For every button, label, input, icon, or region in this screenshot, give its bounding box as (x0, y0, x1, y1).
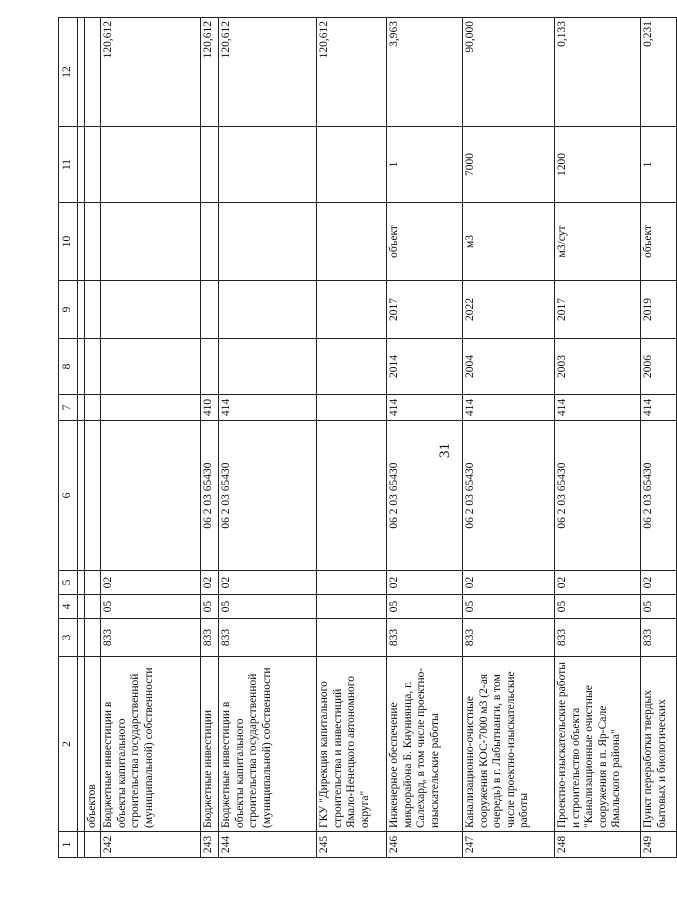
col-12-amount: 3,963 (387, 18, 463, 127)
table-row (641, 18, 677, 858)
col-4-code (317, 595, 387, 619)
col-3-code: 833 (555, 619, 641, 657)
table-row (387, 18, 463, 858)
description: Инженерное обеспечение микрорайона Б. Кнуниянца, г. Салехард, в том числе проектно-изыскательские работы (387, 657, 463, 832)
description: ГКУ "Дирекция капитального строительства и инвестиций Ямало-Ненецкого автономного округа" (317, 657, 387, 832)
row-number: 249 (641, 832, 677, 858)
col-9-year: 2017 (555, 281, 641, 339)
row-number: 244 (219, 832, 317, 858)
header-cell: 3 (59, 619, 78, 657)
col-5-code (317, 571, 387, 595)
header-cell: 12 (59, 18, 78, 127)
description: Бюджетные инвестиции в объекты капитального строительства государственной (муниципальной) собственности (101, 657, 201, 832)
col-4-code: 05 (641, 595, 677, 619)
budget-table (58, 17, 677, 858)
col-8-year: 2004 (463, 339, 555, 395)
row-number: 243 (201, 832, 219, 858)
col-10-unit: объект (641, 203, 677, 281)
description: Пункт переработки твердых бытовых и биологических (641, 657, 677, 832)
col-5-code: 02 (101, 571, 201, 595)
col-10-unit: м3 (463, 203, 555, 281)
col-5-code: 02 (219, 571, 317, 595)
col-11-capacity: 1 (387, 127, 463, 203)
col-12-amount: 120,612 (201, 18, 219, 127)
col-11-capacity (101, 127, 201, 203)
col-11-capacity (317, 127, 387, 203)
col-10-unit (219, 203, 317, 281)
col-3-code: 833 (201, 619, 219, 657)
col-6-code: 06 2 03 65430 (641, 421, 677, 571)
col-9-year (201, 281, 219, 339)
header-cell: 6 (59, 421, 78, 571)
col-8-year (317, 339, 387, 395)
col-8-year (219, 339, 317, 395)
table-row (555, 18, 641, 858)
table-row (219, 18, 317, 858)
col-9-year: 2019 (641, 281, 677, 339)
col-6-code: 06 2 03 65430 (219, 421, 317, 571)
col-10-unit (317, 203, 387, 281)
col-7-code (317, 395, 387, 421)
col-6-code: 06 2 03 65430 (387, 421, 463, 571)
header-cell: 11 (59, 127, 78, 203)
row-number: 245 (317, 832, 387, 858)
col-6-code: 06 2 03 65430 (463, 421, 555, 571)
description: Бюджетные инвестиции (201, 657, 219, 832)
col-7-code: 414 (641, 395, 677, 421)
col-12-amount: 120,612 (101, 18, 201, 127)
col-10-unit (101, 203, 201, 281)
col-8-year: 2003 (555, 339, 641, 395)
col-9-year (219, 281, 317, 339)
col-12-amount: 0,231 (641, 18, 677, 127)
col-12-amount: 120,612 (317, 18, 387, 127)
col-10-unit: объект (387, 203, 463, 281)
separator-row (78, 18, 85, 858)
col-4-code: 05 (387, 595, 463, 619)
col-5-code: 02 (201, 571, 219, 595)
col-10-unit (201, 203, 219, 281)
col-3-code: 833 (463, 619, 555, 657)
row-number: 242 (101, 832, 201, 858)
header-cell: 1 (59, 832, 78, 858)
col-6-code: 06 2 03 65430 (555, 421, 641, 571)
col-11-capacity: 1200 (555, 127, 641, 203)
row-number: 247 (463, 832, 555, 858)
description: Канализационно-очистные сооружения КОС-7000 м3 (2-ая очередь) в г. Лабытнанги, в том числе проектно-изыскательские работы (463, 657, 555, 832)
rotated-page-content (58, 18, 668, 858)
description: Проектно-изыскательские работы и строительство объекта "Канализационные очистные сооружения в п. Яр-Сале Ямальского района" (555, 657, 641, 832)
col-8-year: 2014 (387, 339, 463, 395)
header-cell: 2 (59, 657, 78, 832)
col-3-code: 833 (219, 619, 317, 657)
col-3-code: 833 (387, 619, 463, 657)
page-number: 31 (437, 443, 453, 458)
col-6-code (317, 421, 387, 571)
header-cell: 10 (59, 203, 78, 281)
col-7-code: 414 (219, 395, 317, 421)
col-7-code (101, 395, 201, 421)
col-4-code: 05 (219, 595, 317, 619)
col-3-code: 833 (101, 619, 201, 657)
col-5-code: 02 (641, 571, 677, 595)
col-12-amount: 0,133 (555, 18, 641, 127)
col-9-year (317, 281, 387, 339)
row-number: 248 (555, 832, 641, 858)
row-number: 246 (387, 832, 463, 858)
col-4-code: 05 (201, 595, 219, 619)
col-7-code: 414 (555, 395, 641, 421)
table-row (463, 18, 555, 858)
col-11-capacity (201, 127, 219, 203)
col-11-capacity (219, 127, 317, 203)
continuation-row (85, 18, 101, 858)
col-9-year: 2022 (463, 281, 555, 339)
col-5-code: 02 (555, 571, 641, 595)
col-5-code: 02 (463, 571, 555, 595)
continuation-text: объектов (85, 657, 101, 832)
col-11-capacity: 1 (641, 127, 677, 203)
table-row (317, 18, 387, 858)
col-4-code: 05 (463, 595, 555, 619)
header-cell: 4 (59, 595, 78, 619)
col-7-code: 414 (387, 395, 463, 421)
header-row (59, 18, 78, 858)
col-7-code: 410 (201, 395, 219, 421)
col-9-year (101, 281, 201, 339)
col-9-year: 2017 (387, 281, 463, 339)
header-cell: 8 (59, 339, 78, 395)
col-4-code: 05 (555, 595, 641, 619)
col-3-code (317, 619, 387, 657)
col-8-year (201, 339, 219, 395)
col-8-year (101, 339, 201, 395)
header-cell: 9 (59, 281, 78, 339)
header-cell: 7 (59, 395, 78, 421)
col-10-unit: м3/сут (555, 203, 641, 281)
header-cell: 5 (59, 571, 78, 595)
col-11-capacity: 7000 (463, 127, 555, 203)
col-12-amount: 90,000 (463, 18, 555, 127)
col-6-code: 06 2 03 65430 (201, 421, 219, 571)
col-8-year: 2006 (641, 339, 677, 395)
table-row (101, 18, 201, 858)
col-6-code (101, 421, 201, 571)
col-4-code: 05 (101, 595, 201, 619)
description: Бюджетные инвестиции в объекты капитального строительства государственной (муниципальной) собственности (219, 657, 317, 832)
table-row (201, 18, 219, 858)
col-12-amount: 120,612 (219, 18, 317, 127)
col-3-code: 833 (641, 619, 677, 657)
col-5-code: 02 (387, 571, 463, 595)
col-7-code: 414 (463, 395, 555, 421)
